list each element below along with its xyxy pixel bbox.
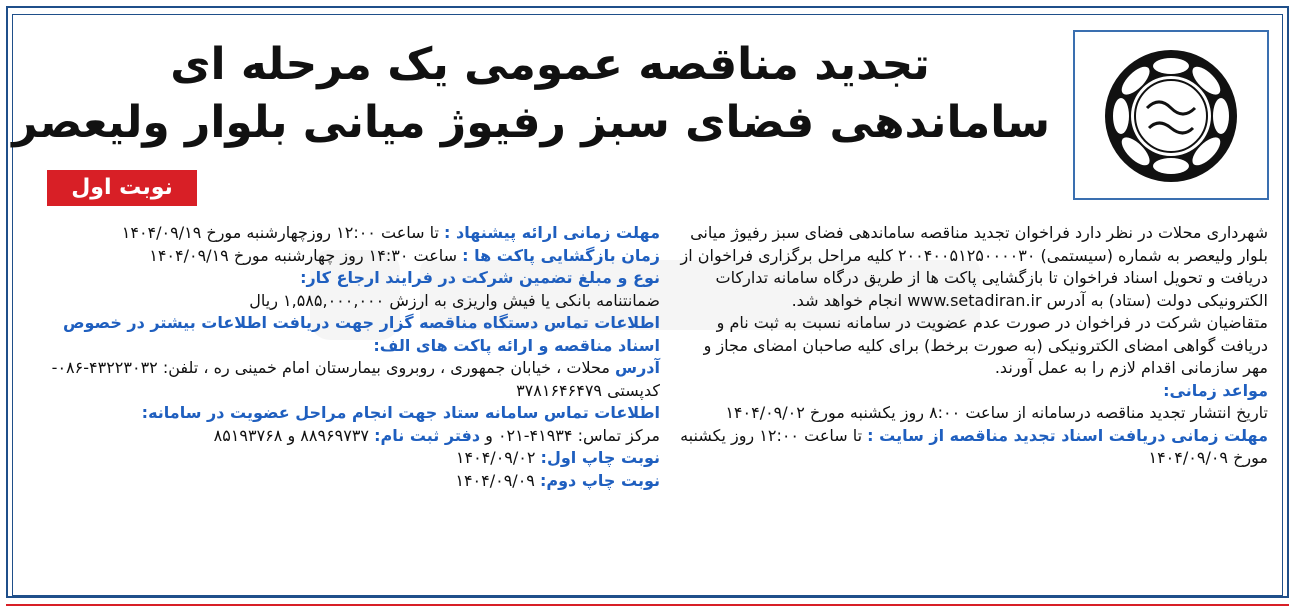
setad-office-text: ۸۸۹۶۹۷۳۷ و ۸۵۱۹۳۷۶۸ <box>213 425 370 445</box>
bottom-red-rule <box>6 604 1289 614</box>
address <box>46 357 660 402</box>
contact-heading: اطلاعات تماس دستگاه مناقصه گزار جهت دریافت اطلاعات بیشتر در خصوص اسناد مناقصه و ارائه پاکت های الف: <box>63 313 660 355</box>
municipality-logo <box>1073 30 1269 200</box>
address-text: محلات ، خیابان جمهوری ، روبروی بیمارستان امام خمینی ره ، تلفن: ۴۳۲۲۳۰۳۲-۰۸۶- کدپستی ۳۷۸۱۶۴۶۴۷۹ <box>51 358 660 400</box>
logo-emblem-icon <box>1075 32 1267 198</box>
right-column <box>674 222 1268 470</box>
title-line-1: تجدید مناقصه عمومی یک مرحله ای <box>170 39 930 90</box>
guarantee-text: ضمانتنامه بانکی یا فیش واریزی به ارزش ۱,۵۸۵,۰۰۰,۰۰۰ ریال <box>249 290 660 310</box>
address-label: آدرس <box>615 358 660 377</box>
opening-time-label: زمان بازگشایی پاکت ها : <box>462 245 660 265</box>
print-round-2 <box>46 470 660 493</box>
intro-paragraph: شهرداری محلات در نظر دارد فراخوان تجدید مناقصه ساماندهی فضای سبز رفیوژ میانی بلوار ولیعصر به شماره (سیستمی) ۲۰۰۴۰۰۵۱۲۵۰۰۰۰۳۰ کلیه مراحل برگزاری فراخوان از دریافت و تحویل اسناد فراخوان تا بازگشایی پاکت ها از طریق درگاه سامانه تدارکات الکترونیکی دولت (ستاد) به آدرس www.setadiran.ir انجام خواهد شد. <box>680 223 1268 310</box>
print-round-1-date: ۱۴۰۴/۰۹/۰۲ <box>455 448 536 467</box>
print-round-1 <box>46 447 660 470</box>
setad-office-label: دفتر ثبت نام: <box>374 425 481 445</box>
opening-time <box>46 245 660 268</box>
print-round-badge: نوبت اول <box>47 170 197 206</box>
ad-title <box>12 36 1050 152</box>
offer-deadline-label: مهلت زمانی ارائه پیشنهاد : <box>444 223 660 242</box>
print-round-2-label: نوبت چاپ دوم: <box>539 470 660 490</box>
doc-deadline-label: مهلت زمانی دریافت اسناد تجدید مناقصه از سایت : <box>867 425 1268 445</box>
guarantee-heading: نوع و مبلغ تضمین شرکت در فرایند ارجاع کار: <box>300 268 660 287</box>
title-line-2: ساماندهی فضای سبز رفیوژ میانی بلوار ولیعصر <box>12 97 1050 148</box>
offer-deadline <box>46 222 660 245</box>
offer-deadline-text: تا ساعت ۱۲:۰۰ روزچهارشنبه مورخ ۱۴۰۴/۰۹/۱۹ <box>121 223 439 242</box>
opening-time-text: ساعت ۱۴:۳۰ روز چهارشنبه مورخ ۱۴۰۴/۰۹/۱۹ <box>149 245 458 265</box>
print-round-1-label: نوبت چاپ اول: <box>540 448 660 467</box>
left-column <box>46 222 660 492</box>
doc-deadline-text: تا ساعت ۱۲:۰۰ روز یکشنبه مورخ ۱۴۰۴/۰۹/۰۹ <box>680 425 1268 467</box>
publish-date-text: تاریخ انتشار تجدید مناقصه درسامانه از ساعت ۸:۰۰ روز یکشنبه مورخ ۱۴۰۴/۰۹/۰۲ <box>725 403 1268 422</box>
setad-contact-heading: اطلاعات تماس سامانه ستاد جهت انجام مراحل عضویت در سامانه: <box>141 403 660 422</box>
setad-center-text: مرکز تماس: ۴۱۹۳۴-۰۲۱ و <box>485 425 660 445</box>
doc-deadline <box>674 425 1268 470</box>
applicants-paragraph: متقاضیان شرکت در فراخوان در صورت عدم عضویت در سامانه نسبت به ثبت نام و دریافت گواهی امضای الکترونیکی (به صورت برخط) برای کلیه صاحبان امضای مجاز و مهر سازمانی اقدام لازم را به عمل آورند. <box>703 313 1268 377</box>
print-round-2-date: ۱۴۰۴/۰۹/۰۹ <box>455 470 535 490</box>
schedule-heading: مواعد زمانی: <box>1163 380 1268 400</box>
setad-contact <box>46 425 660 448</box>
